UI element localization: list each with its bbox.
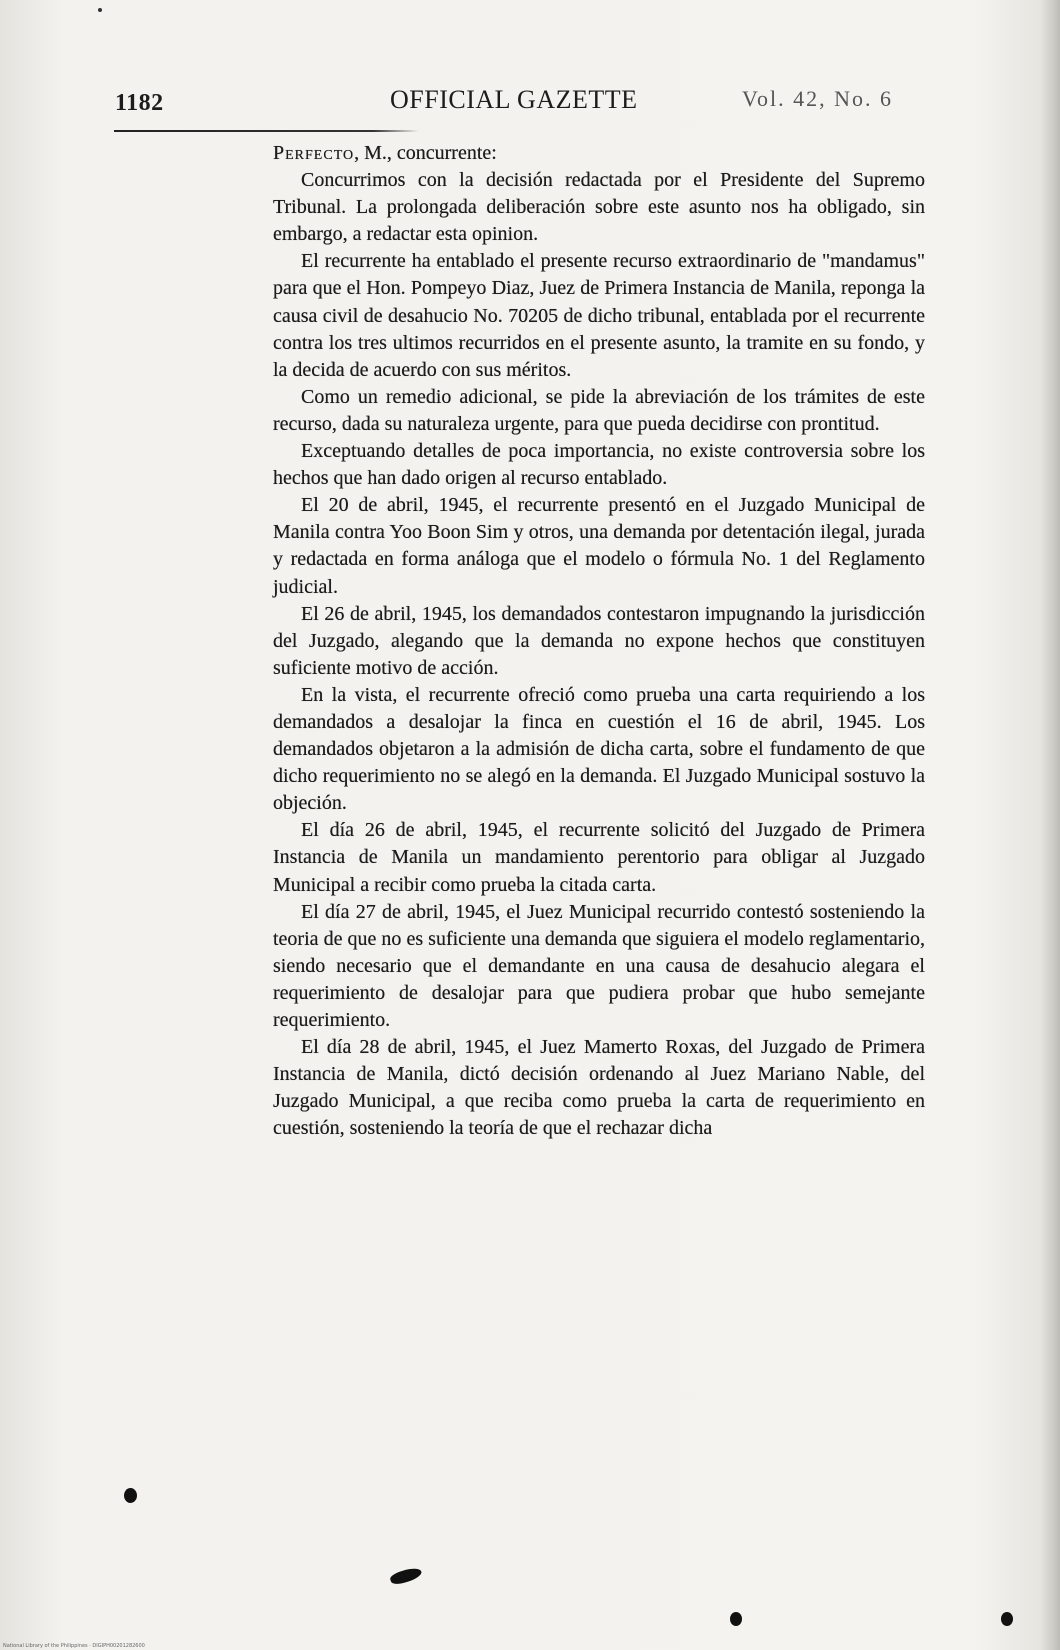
author-line <box>273 140 925 167</box>
scan-credit: National Library of the Philippines · DIGIPH00201282600 <box>3 1643 145 1649</box>
paragraph: El día 28 de abril, 1945, el Juez Mamerto Roxas, del Juzgado de Primera Instancia de Manila, dictó decisión ordenando al Juez Mariano Nable, del Juzgado Municipal, a que reciba como prueba la carta de requerimiento en cuestión, sosteniendo la teoría de que el rechazar dicha <box>273 1036 925 1140</box>
page-header <box>110 80 930 120</box>
paragraph: Como un remedio adicional, se pide la abreviación de los trámites de este recurso, dada su naturaleza urgente, para que pueda decidirse con prontitud. <box>273 385 925 435</box>
paragraph: El día 27 de abril, 1945, el Juez Municipal recurrido contestó sosteniendo la teoria de que no es suficiente una demanda que siguiera el modelo reglamentario, siendo necesario que el demandante en una causa de desahucio alegara el requerimiento de desalojar para que pudiera probar que hubo semejante requerimiento. <box>273 900 925 1031</box>
publication-title: OFFICIAL GAZETTE <box>390 85 638 114</box>
page-edge-shadow <box>1040 0 1060 1650</box>
paragraph: El día 26 de abril, 1945, el recurrente solicitó del Juzgado de Primera Instancia de Manila un mandamiento perentorio para obligar al Juzgado Municipal a recibir como prueba la citada carta. <box>273 819 925 896</box>
binding-hole-mark <box>124 1488 137 1503</box>
paragraph: Concurrimos con la decisión redactada por el Presidente del Supremo Tribunal. La prolongada deliberación sobre este asunto nos ha obligado, sin embargo, a redactar esta opinion. <box>273 169 925 246</box>
paragraph: El recurrente ha entablado el presente recurso extraordinario de "mandamus" para que el Hon. Pompeyo Diaz, Juez de Primera Instancia de Manila, reponga la causa civil de desahucio No. 70205 de dicho tribunal, entablada por el recurrente contra los tres ultimos recurridos en el presente asunto, la tramite en su fondo, y la decida de acuerdo con sus méritos. <box>273 250 925 381</box>
volume-issue: Vol. 42, No. 6 <box>742 86 894 111</box>
page-number: 1182 <box>115 90 164 116</box>
paragraph: En la vista, el recurrente ofreció como prueba una carta requiriendo a los demandados a desalojar la finca en cuestión el 16 de abril, 1945. Los demandados objetaron a la admisión de dicha carta, sobre el fundamento de que dicho requerimiento no se alegó en la demanda. El Juzgado Municipal sostuvo la objeción. <box>273 683 925 815</box>
binding-hole-mark <box>1001 1612 1013 1626</box>
author-role: , M., concurrente: <box>354 142 497 164</box>
header-rule <box>114 130 419 132</box>
binding-hole-mark <box>730 1612 742 1626</box>
scan-speck <box>98 8 102 12</box>
author-name: Perfecto <box>273 142 355 164</box>
article-body <box>273 140 925 1142</box>
binding-hole-mark <box>389 1565 423 1586</box>
paragraph: El 20 de abril, 1945, el recurrente presentó en el Juzgado Municipal de Manila contra Yoo Boon Sim y otros, una demanda por detentación ilegal, jurada y redactada en forma análoga que el modelo o fórmula No. 1 del Reglamento judicial. <box>273 494 925 598</box>
paragraph: El 26 de abril, 1945, los demandados contestaron impugnando la jurisdicción del Juzgado, alegando que la demanda no expone hechos que constituyen suficiente motivo de acción. <box>273 602 925 679</box>
paragraph: Exceptuando detalles de poca importancia, no existe controversia sobre los hechos que han dado origen al recurso entablado. <box>273 440 925 490</box>
